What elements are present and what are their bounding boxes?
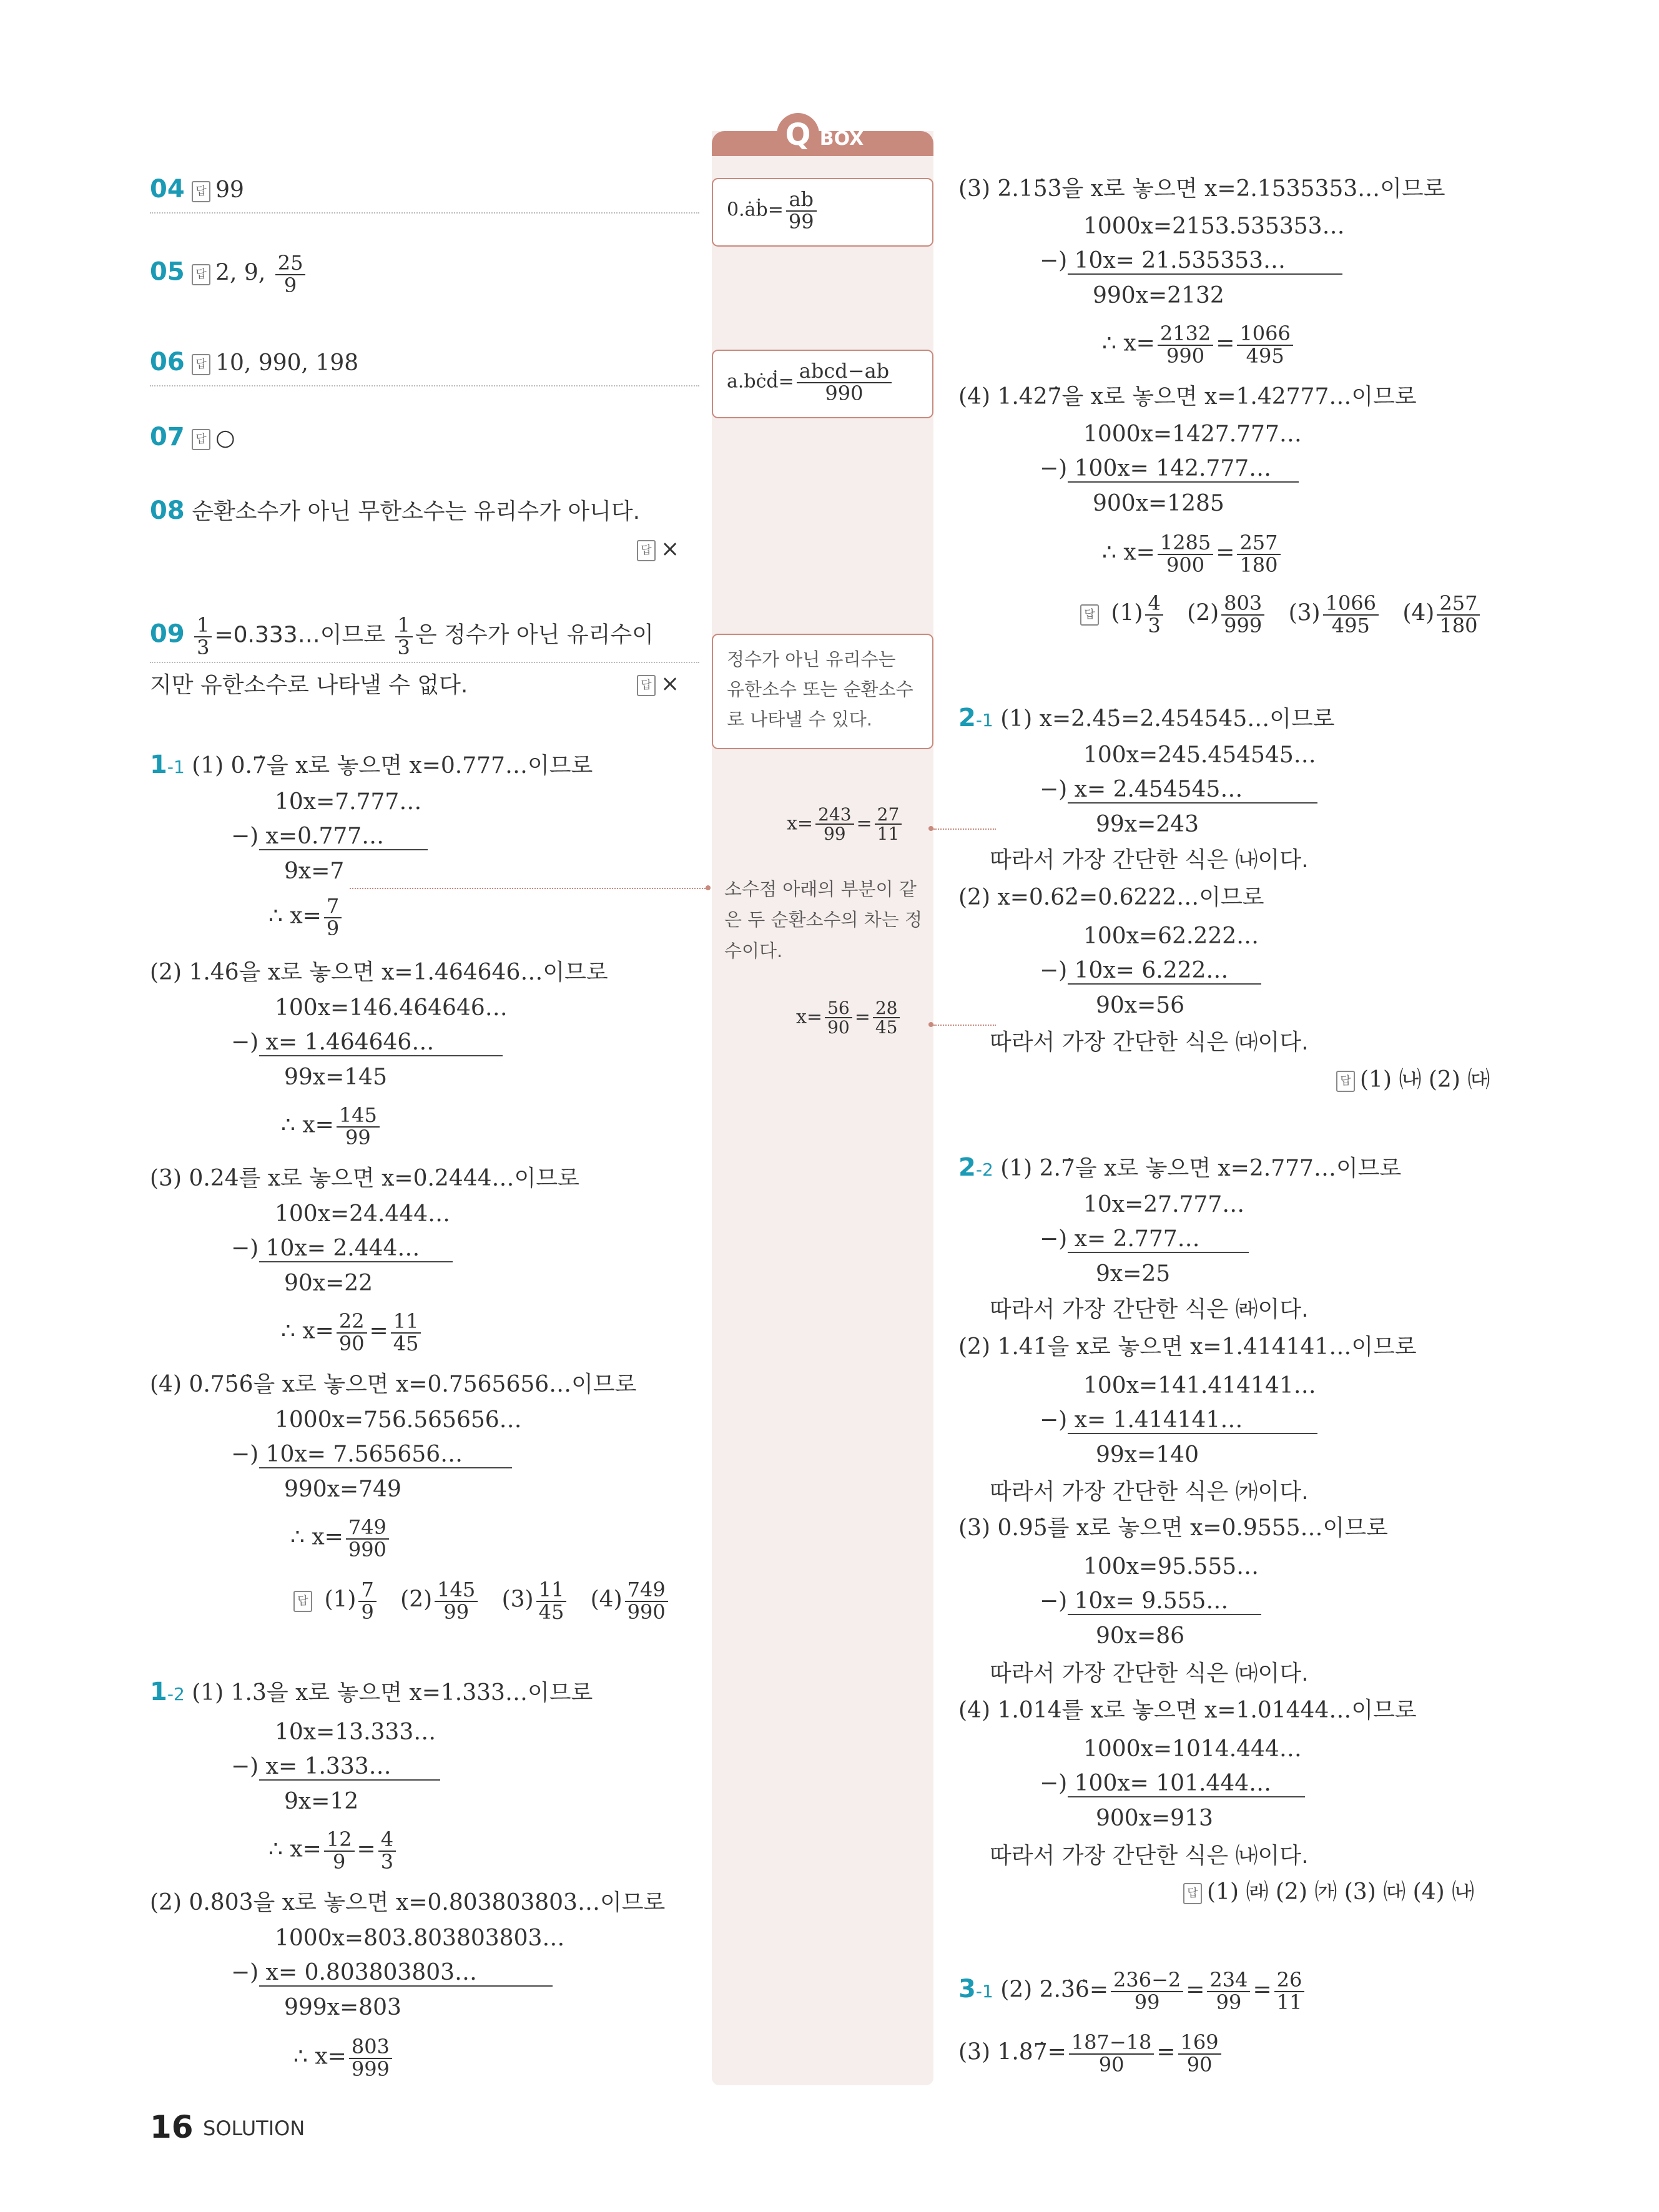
qbox-eq1-n2: 27 xyxy=(875,805,902,825)
footer-label: SOLUTION xyxy=(203,2116,305,2140)
answer-icon: 답 xyxy=(1183,1883,1202,1904)
s12-line-5-eq: = xyxy=(357,1836,376,1862)
answer-icon: 답 xyxy=(293,1591,312,1612)
r4-line-5-den2: 180 xyxy=(1239,553,1278,577)
s11-ans-3-key: (3) xyxy=(501,1586,534,1613)
s31-line-1-den3: 11 xyxy=(1276,1990,1302,2014)
r3-line-3: −) 10x= 21.535353… xyxy=(1040,248,1286,273)
r-ans-1-den: 3 xyxy=(1148,613,1161,637)
s12-m-line-5-num: 803 xyxy=(349,2037,392,2059)
answer-icon: 답 xyxy=(192,264,210,285)
qbox-eq2 xyxy=(796,999,902,1037)
s11-ans-2-den: 99 xyxy=(443,1600,470,1624)
s11-m-line-5-num: 145 xyxy=(337,1105,380,1128)
s22-b-line-5: 따라서 가장 간단한 식은 ㈎이다. xyxy=(990,1479,1309,1505)
problem-04-number: 04 xyxy=(150,175,185,204)
s21-m-line-2: 100x=62.222… xyxy=(1083,923,1259,949)
s22-answer: (1) ㈑ (2) ㈎ (3) ㈐ (4) ㈏ xyxy=(1207,1879,1475,1905)
qbox-badge-icon xyxy=(773,106,873,162)
subtraction-line xyxy=(1068,273,1342,275)
qbox-card2-lhs: a.bċḋ= xyxy=(727,370,794,393)
section-1-2-sublabel: -2 xyxy=(167,1684,185,1704)
s11-answer-row xyxy=(293,1580,671,1623)
qbox-eq1-d1: 99 xyxy=(823,823,846,845)
s21-line-4: 99x=243 xyxy=(1096,812,1199,837)
s31-line-1-den2: 99 xyxy=(1216,1990,1242,2014)
r-ans-2-den: 999 xyxy=(1224,613,1263,637)
qbox-note2-leader xyxy=(350,888,706,889)
problem-09-text-1: =0.333…이므로 xyxy=(214,622,386,648)
s12-m-line-3: −) x= 0.803803803… xyxy=(231,1960,478,1985)
qbox-note-2: 소수점 아래의 부분이 같은 두 순환소수의 차는 정수이다. xyxy=(724,878,923,961)
problem-09-text-2: 은 정수가 아닌 유리수이 xyxy=(415,622,654,648)
s12-line-5-num1: 12 xyxy=(324,1829,355,1852)
section-1-1 xyxy=(150,752,593,777)
answer-icon: 답 xyxy=(637,675,656,696)
qbox-badge-letter: Q xyxy=(785,117,811,152)
s31-line-1-den1: 99 xyxy=(1134,1990,1160,2014)
s22-d-line-1: (4) 1.014̇를 x로 놓으면 x=1.01444…이므로 xyxy=(958,1698,1417,1723)
answer-icon: 답 xyxy=(192,429,210,450)
s31-line-1-eq2: = xyxy=(1253,1977,1272,2003)
answer-icon: 답 xyxy=(1336,1071,1355,1092)
s11-ans-3-num: 11 xyxy=(536,1580,567,1602)
answer-icon: 답 xyxy=(192,354,210,375)
section-2-1 xyxy=(958,705,1335,730)
s21-m-line-4: 90x=56 xyxy=(1096,993,1185,1018)
section-1-1-sublabel: -1 xyxy=(167,757,185,777)
qbox-title: BOX xyxy=(819,128,864,150)
subtraction-line xyxy=(1068,983,1261,985)
r-ans-2-num: 803 xyxy=(1221,593,1264,616)
s11-o-line-2: 1000x=756.565656… xyxy=(275,1407,522,1433)
r4-line-1: (4) 1.427̇을 x로 놓으면 x=1.42777…이므로 xyxy=(958,384,1417,410)
r4-line-5-num2: 257 xyxy=(1237,533,1280,555)
s22-a-line-4: 9x=25 xyxy=(1096,1261,1171,1287)
qbox-eq1-n1: 243 xyxy=(815,805,854,825)
s11-ans-1-key: (1) xyxy=(324,1586,357,1613)
qbox-eq1-lhs: x= xyxy=(787,812,814,835)
r3-line-5-den2: 495 xyxy=(1246,343,1284,368)
s11-ans-2-key: (2) xyxy=(400,1586,433,1613)
s11-line-5 xyxy=(268,896,344,939)
s11-n-line-1: (3) 0.24̇를 x로 놓으면 x=0.2444…이므로 xyxy=(150,1166,579,1191)
s11-o-line-4: 990x=749 xyxy=(284,1477,401,1502)
s11-o-line-5-lhs: ∴ x= xyxy=(290,1524,343,1550)
answer-icon: 답 xyxy=(637,540,656,561)
s12-m-line-5-lhs: ∴ x= xyxy=(293,2043,347,2070)
r3-line-2: 1000x=2153.535353… xyxy=(1083,214,1345,239)
s11-m-line-1: (2) 1.4̇6̇을 x로 놓으면 x=1.464646…이므로 xyxy=(150,960,608,985)
section-2-2 xyxy=(958,1155,1401,1180)
s11-n-line-4: 90x=22 xyxy=(284,1271,373,1296)
s31-line-1-num1: 236−2 xyxy=(1111,1970,1183,1992)
s12-line-5 xyxy=(268,1829,398,1872)
section-2-2-sublabel: -2 xyxy=(975,1159,993,1180)
problem-09-frac2-num: 1 xyxy=(395,615,413,637)
s22-c-line-3: −) 10x= 9.555… xyxy=(1040,1588,1229,1614)
qbox-card-1 xyxy=(712,178,933,247)
r3-line-1: (3) 2.15̇3̇을 x로 놓으면 x=2.1535353…이므로 xyxy=(958,176,1445,202)
s11-o-line-5 xyxy=(290,1517,391,1560)
section-1-2-label: 1 xyxy=(150,1678,167,1706)
s11-n-line-5-den1: 90 xyxy=(338,1331,365,1355)
s11-ans-2-num: 145 xyxy=(435,1580,478,1602)
section-3-1-label: 3 xyxy=(958,1974,976,2003)
s11-line-1: (1) 0.7̇을 x로 놓으면 x=0.777…이므로 xyxy=(192,753,593,779)
s11-m-line-5-den: 99 xyxy=(345,1125,371,1149)
s22-b-line-2: 100x=141.414141… xyxy=(1083,1373,1316,1398)
s21-m-line-1: (2) x=0.62̇=0.6222…이므로 xyxy=(958,885,1264,910)
problem-06-answer: 10, 990, 198 xyxy=(215,350,359,376)
qbox-eq2-n2: 28 xyxy=(873,999,900,1018)
s11-m-line-2: 100x=146.464646… xyxy=(275,995,508,1021)
problem-08-number: 08 xyxy=(150,496,185,525)
problem-09-text-3: 지만 유한소수로 나타낼 수 없다. xyxy=(150,672,468,698)
s11-line-4: 9x=7 xyxy=(284,858,345,884)
s12-m-line-4: 999x=803 xyxy=(284,1995,401,2020)
s22-a-line-1: (1) 2.7̇을 x로 놓으면 x=2.777…이므로 xyxy=(1000,1156,1402,1181)
problem-05-frac-den: 9 xyxy=(283,273,297,297)
r4-line-5-eq: = xyxy=(1216,539,1235,566)
s21-line-2: 100x=245.454545… xyxy=(1083,742,1316,768)
r-ans-4-num: 257 xyxy=(1437,593,1480,616)
s22-c-line-2: 100x=95.555… xyxy=(1083,1554,1259,1580)
s22-c-line-5: 따라서 가장 간단한 식은 ㈐이다. xyxy=(990,1661,1309,1686)
s12-line-5-den1: 9 xyxy=(333,1849,346,1874)
r3-line-5-den1: 990 xyxy=(1166,343,1205,368)
s22-b-line-3: −) x= 1.414141… xyxy=(1040,1407,1243,1433)
s22-answer-row xyxy=(1183,1881,1474,1904)
subtraction-line xyxy=(1068,1614,1261,1615)
subtraction-line xyxy=(259,1779,440,1781)
subtraction-line xyxy=(1068,802,1317,804)
s11-m-line-5-lhs: ∴ x= xyxy=(281,1112,334,1138)
s11-ans-1-den: 9 xyxy=(361,1600,374,1624)
r4-line-4: 900x=1285 xyxy=(1093,491,1224,516)
divider xyxy=(150,212,699,214)
problem-05-frac-num: 25 xyxy=(275,253,306,275)
s22-a-line-5: 따라서 가장 간단한 식은 ㈑이다. xyxy=(990,1297,1309,1322)
s22-d-line-4: 900x=913 xyxy=(1096,1806,1213,1831)
r4-line-5 xyxy=(1102,533,1283,576)
s21-answer: (1) ㈏ (2) ㈐ xyxy=(1360,1067,1490,1093)
s12-line-2: 10x=13.333… xyxy=(275,1719,436,1745)
r-ans-3-key: (3) xyxy=(1288,600,1321,626)
s11-ans-4-den: 990 xyxy=(627,1600,666,1624)
qbox-eq2-lhs: x= xyxy=(796,1006,823,1028)
s12-m-line-5-den: 999 xyxy=(351,2057,390,2081)
s11-m-line-5 xyxy=(281,1105,382,1148)
r-answer-row xyxy=(1080,593,1482,636)
s12-line-5-lhs: ∴ x= xyxy=(268,1836,322,1862)
s12-line-5-num2: 4 xyxy=(378,1829,396,1852)
qbox-card-2 xyxy=(712,350,933,418)
problem-08-answer: × xyxy=(661,536,680,562)
answer-icon: 답 xyxy=(192,181,210,202)
s31-line-1-num2: 234 xyxy=(1207,1970,1250,1992)
s11-n-line-5 xyxy=(281,1311,423,1354)
problem-09 xyxy=(150,615,654,658)
s11-o-line-1: (4) 0.75̇6̇을 x로 놓으면 x=0.7565656…이므로 xyxy=(150,1372,637,1397)
s31-line-2-num1: 187−18 xyxy=(1069,2032,1154,2055)
s21-line-1: (1) x=2.4̇5̇=2.454545…이므로 xyxy=(1000,706,1335,732)
qbox-card1-lhs: 0.ȧḃ= xyxy=(727,199,784,221)
s21-line-5: 따라서 가장 간단한 식은 ㈏이다. xyxy=(990,847,1309,873)
qbox-card2-num: abcd−ab xyxy=(797,361,892,383)
r4-line-5-den1: 900 xyxy=(1166,553,1205,577)
r-ans-2-key: (2) xyxy=(1187,600,1219,626)
section-3-1 xyxy=(958,1970,1307,2013)
subtraction-line xyxy=(259,1261,453,1262)
r-ans-4-key: (4) xyxy=(1402,600,1435,626)
s11-m-line-3: −) x= 1.464646… xyxy=(231,1030,435,1055)
r-ans-3-den: 495 xyxy=(1331,613,1370,637)
s31-line-1-num3: 26 xyxy=(1274,1970,1305,1992)
s11-n-line-3: −) 10x= 2.444… xyxy=(231,1236,420,1261)
section-3-1-sublabel: -1 xyxy=(975,1980,993,2002)
r4-line-5-num1: 1285 xyxy=(1158,533,1213,555)
problem-05-number: 05 xyxy=(150,257,185,287)
qbox-eq2-leader xyxy=(933,1025,996,1026)
qbox-eq1-leader xyxy=(933,828,996,830)
r3-line-5-num1: 2132 xyxy=(1158,323,1213,346)
problem-09-number: 09 xyxy=(150,619,185,649)
r-ans-4-den: 180 xyxy=(1439,613,1478,637)
s31-line-1-eq1: = xyxy=(1186,1977,1205,2003)
s12-line-1: (1) 1.3̇을 x로 놓으면 x=1.333…이므로 xyxy=(192,1680,593,1706)
problem-08 xyxy=(150,498,640,523)
qbox-card2-den: 990 xyxy=(825,381,864,405)
s22-a-line-2: 10x=27.777… xyxy=(1083,1192,1245,1217)
s22-b-line-4: 99x=140 xyxy=(1096,1442,1199,1468)
qbox-eq2-eq: = xyxy=(854,1006,870,1028)
problem-08-answer-row xyxy=(637,538,679,561)
qbox-eq2-d1: 90 xyxy=(827,1017,850,1038)
subtraction-line xyxy=(259,849,428,850)
subtraction-line xyxy=(1068,481,1299,483)
problem-09-answer: × xyxy=(661,671,680,697)
s31-line-2-den1: 90 xyxy=(1098,2052,1125,2077)
s11-line-5-num: 7 xyxy=(324,896,342,918)
s11-o-line-3: −) 10x= 7.565656… xyxy=(231,1442,463,1467)
s12-m-line-5 xyxy=(293,2037,395,2080)
qbox-eq2-n1: 56 xyxy=(825,999,852,1018)
s11-line-2: 10x=7.777… xyxy=(275,789,422,815)
s11-n-line-5-eq: = xyxy=(369,1318,388,1344)
problem-07-answer: ○ xyxy=(215,425,235,451)
s11-ans-4-num: 749 xyxy=(625,1580,668,1602)
s12-line-3: −) x= 1.333… xyxy=(231,1754,391,1779)
s12-line-4: 9x=12 xyxy=(284,1789,359,1814)
qbox-eq1-eq: = xyxy=(856,812,872,835)
s22-b-line-1: (2) 1.4̇1̇을 x로 놓으면 x=1.414141…이므로 xyxy=(958,1334,1417,1360)
subtraction-line xyxy=(1068,1433,1317,1434)
s22-a-line-3: −) x= 2.777… xyxy=(1040,1226,1200,1252)
s11-n-line-5-num1: 22 xyxy=(337,1311,367,1334)
qbox-eq1 xyxy=(787,805,904,843)
subtraction-line xyxy=(1068,1796,1305,1797)
s31-line-2-num2: 169 xyxy=(1178,2032,1221,2055)
s11-o-line-5-num: 749 xyxy=(346,1517,389,1540)
s21-m-line-5: 따라서 가장 간단한 식은 ㈐이다. xyxy=(990,1030,1309,1055)
problem-07 xyxy=(150,425,235,450)
s12-m-line-2: 1000x=803.803803803… xyxy=(275,1925,565,1951)
s31-line-2-den2: 90 xyxy=(1186,2052,1213,2077)
problem-09-frac-den: 3 xyxy=(197,635,210,659)
s11-n-line-5-num2: 11 xyxy=(391,1311,421,1334)
r-ans-3-num: 1066 xyxy=(1323,593,1379,616)
page-number: 16 xyxy=(150,2109,194,2145)
qbox-eq2-d2: 45 xyxy=(875,1017,898,1038)
s21-m-line-3: −) 10x= 6.222… xyxy=(1040,958,1229,983)
problem-09-frac-num: 1 xyxy=(194,615,212,637)
divider xyxy=(150,385,699,386)
r4-line-5-lhs: ∴ x= xyxy=(1102,539,1155,566)
qbox-card1-num: ab xyxy=(786,189,817,212)
qbox-eq2-dot xyxy=(928,1022,933,1027)
s22-c-line-1: (3) 0.95̇를 x로 놓으면 x=0.9555…이므로 xyxy=(958,1515,1388,1541)
s11-ans-1-num: 7 xyxy=(358,1580,376,1602)
answer-icon: 답 xyxy=(1080,604,1099,626)
s11-line-3: −) x=0.777… xyxy=(231,823,385,849)
problem-05-answer: 2, 9, xyxy=(215,260,273,286)
section-2-2-label: 2 xyxy=(958,1153,976,1182)
problem-04-answer: 99 xyxy=(215,177,244,203)
problem-09-frac2-den: 3 xyxy=(397,635,410,659)
section-1-2 xyxy=(150,1679,593,1704)
subtraction-line xyxy=(1068,1252,1249,1253)
s12-m-line-1: (2) 0.8̇03̇을 x로 놓으면 x=0.803803803…이므로 xyxy=(150,1890,666,1915)
s12-line-5-den2: 3 xyxy=(380,1849,394,1874)
subtraction-line xyxy=(259,1467,512,1468)
r3-line-5 xyxy=(1102,323,1296,366)
s11-o-line-5-den: 990 xyxy=(348,1537,386,1561)
r4-line-3: −) 100x= 142.777… xyxy=(1040,456,1272,481)
s21-answer-row xyxy=(1336,1069,1490,1092)
r3-line-5-lhs: ∴ x= xyxy=(1102,330,1155,356)
s11-ans-3-den: 45 xyxy=(538,1600,564,1624)
s22-c-line-4: 90x=86 xyxy=(1096,1623,1185,1649)
subtraction-line xyxy=(259,1055,503,1056)
qbox-eq1-d2: 11 xyxy=(877,823,900,845)
qbox-note2-dot xyxy=(706,885,711,890)
problem-06-number: 06 xyxy=(150,348,185,376)
r3-line-5-num2: 1066 xyxy=(1237,323,1292,346)
s22-d-line-2: 1000x=1014.444… xyxy=(1083,1736,1302,1762)
s22-d-line-3: −) 100x= 101.444… xyxy=(1040,1771,1272,1796)
s11-n-line-5-den2: 45 xyxy=(393,1331,419,1355)
s11-m-line-4: 99x=145 xyxy=(284,1064,387,1090)
s21-line-3: −) x= 2.454545… xyxy=(1040,777,1243,802)
r-ans-1-key: (1) xyxy=(1111,600,1143,626)
s22-d-line-5: 따라서 가장 간단한 식은 ㈏이다. xyxy=(990,1843,1309,1869)
problem-09-answer-row xyxy=(637,673,679,696)
r-ans-1-num: 4 xyxy=(1145,593,1163,616)
s11-n-line-5-lhs: ∴ x= xyxy=(281,1318,334,1344)
s11-n-line-2: 100x=24.444… xyxy=(275,1201,451,1227)
subtraction-line xyxy=(259,1985,553,1987)
s31-line-2-lhs: (3) 1.87̇= xyxy=(958,2039,1066,2065)
s11-line-5-lhs: ∴ x= xyxy=(268,903,322,929)
problem-07-number: 07 xyxy=(150,423,185,451)
s31-line-1-lhs: (2) 2.3̇6̇= xyxy=(1000,1977,1108,2003)
problem-05 xyxy=(150,253,308,296)
s31-line-2-eq: = xyxy=(1156,2039,1176,2065)
r4-line-2: 1000x=1427.777… xyxy=(1083,421,1302,447)
qbox-card1-den: 99 xyxy=(788,209,814,233)
section-2-1-label: 2 xyxy=(958,704,976,732)
problem-04 xyxy=(150,177,244,202)
section-1-1-label: 1 xyxy=(150,750,167,779)
section-2-1-sublabel: -1 xyxy=(975,710,993,730)
problem-06 xyxy=(150,350,358,375)
divider xyxy=(150,662,699,663)
qbox-panel xyxy=(712,131,933,2085)
qbox-card-3: 정수가 아닌 유리수는 유한소수 또는 순환소수로 나타낼 수 있다. xyxy=(712,634,933,749)
s11-line-5-den: 9 xyxy=(326,916,340,940)
s31-line-2 xyxy=(958,2032,1224,2075)
r3-line-4: 990x=2132 xyxy=(1093,283,1224,308)
r3-line-5-eq: = xyxy=(1216,330,1235,356)
s11-ans-4-key: (4) xyxy=(590,1586,623,1613)
qbox-eq1-dot xyxy=(928,826,933,831)
problem-08-text: 순환소수가 아닌 무한소수는 유리수가 아니다. xyxy=(192,499,641,524)
